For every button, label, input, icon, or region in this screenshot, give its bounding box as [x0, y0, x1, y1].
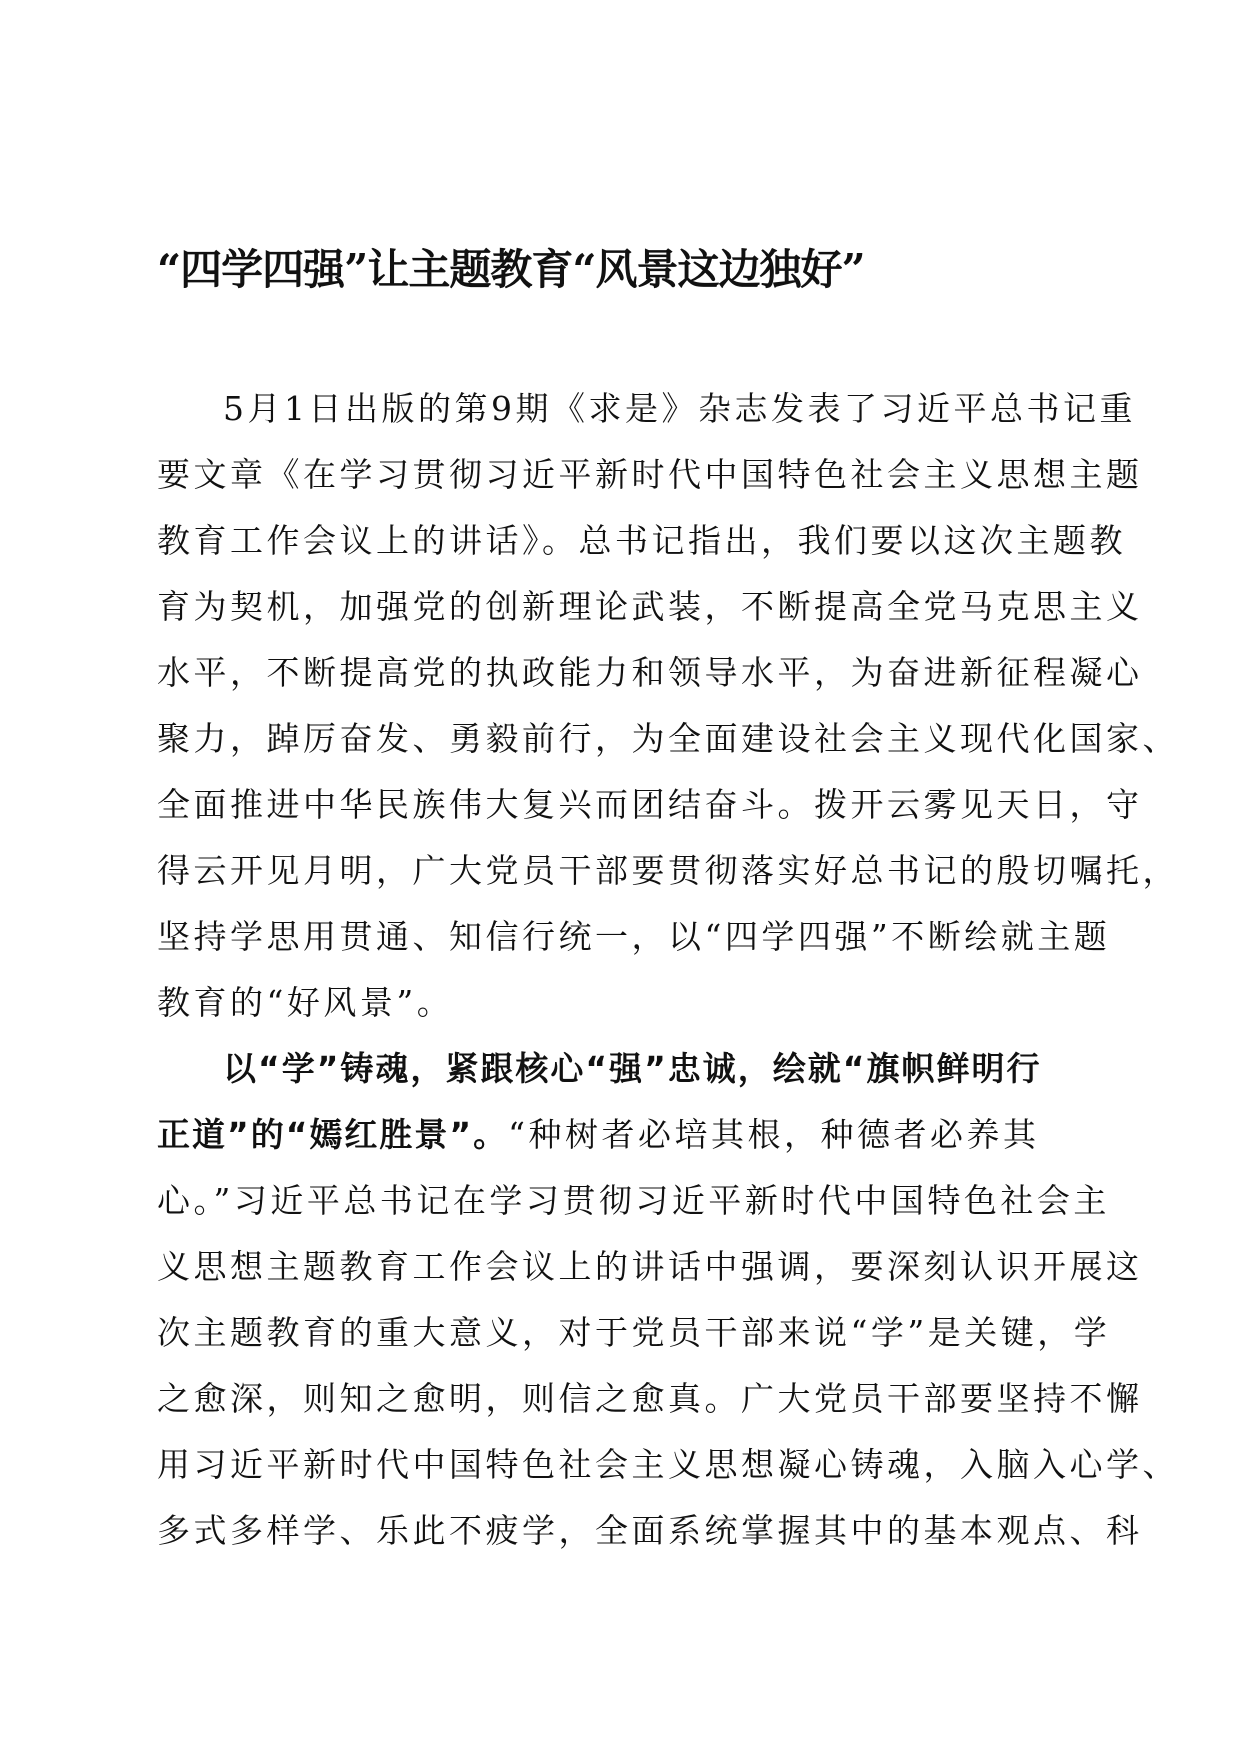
paragraph-1-line: 教育工作会议上的讲话》。总书记指出，我们要以这次主题教 [157, 521, 1126, 560]
paragraph-2-lead-heading-end: 正道”的“嫣红胜景”。 [157, 1115, 509, 1154]
document-title: “四学四强”让主题教育“风景这边独好” [157, 245, 865, 294]
paragraph-1-line: 水平，不断提高党的执政能力和领导水平，为奋进新征程凝心 [157, 653, 1143, 692]
paragraph-1-line: 全面推进中华民族伟大复兴而团结奋斗。拨开云雾见天日，守 [157, 785, 1143, 824]
paragraph-2-line: 多式多样学、乐此不疲学，全面系统掌握其中的基本观点、科 [157, 1511, 1143, 1550]
paragraph-2-quote-start: “种树者必培其根，种德者必养其 [508, 1115, 1040, 1154]
paragraph-1-line: 教育的“好风景”。 [157, 983, 454, 1022]
paragraph-2-line: 次主题教育的重大意义，对于党员干部来说“学”是关键，学 [157, 1313, 1111, 1352]
paragraph-1-line: 坚持学思用贯通、知信行统一，以“四学四强”不断绘就主题 [157, 917, 1111, 956]
paragraph-2-line: 之愈深，则知之愈明，则信之愈真。广大党员干部要坚持不懈 [157, 1379, 1143, 1418]
paragraph-2-line: 用习近平新时代中国特色社会主义思想凝心铸魂，入脑入心学、 [157, 1445, 1179, 1484]
paragraph-1-line: 得云开见月明，广大党员干部要贯彻落实好总书记的殷切嘱托， [157, 851, 1179, 890]
paragraph-2-line: 心。”习近平总书记在学习贯彻习近平新时代中国特色社会主 [157, 1181, 1110, 1220]
paragraph-1-line: 育为契机，加强党的创新理论武装，不断提高全党马克思主义 [157, 587, 1143, 626]
paragraph-2-line: 义思想主题教育工作会议上的讲话中强调，要深刻认识开展这 [157, 1247, 1143, 1286]
paragraph-1-line: 5月1日出版的第9期《求是》杂志发表了习近平总书记重 [223, 389, 1136, 428]
document-body [157, 376, 1179, 1564]
paragraph-2-lead-heading: 以“学”铸魂，紧跟核心“强”忠诚，绘就“旗帜鲜明行 [223, 1049, 1042, 1088]
paragraph-1-line: 要文章《在学习贯彻习近平新时代中国特色社会主义思想主题 [157, 455, 1143, 494]
paragraph-2-line [157, 1102, 1087, 1168]
paragraph-1-line: 聚力，踔厉奋发、勇毅前行，为全面建设社会主义现代化国家、 [157, 719, 1179, 758]
